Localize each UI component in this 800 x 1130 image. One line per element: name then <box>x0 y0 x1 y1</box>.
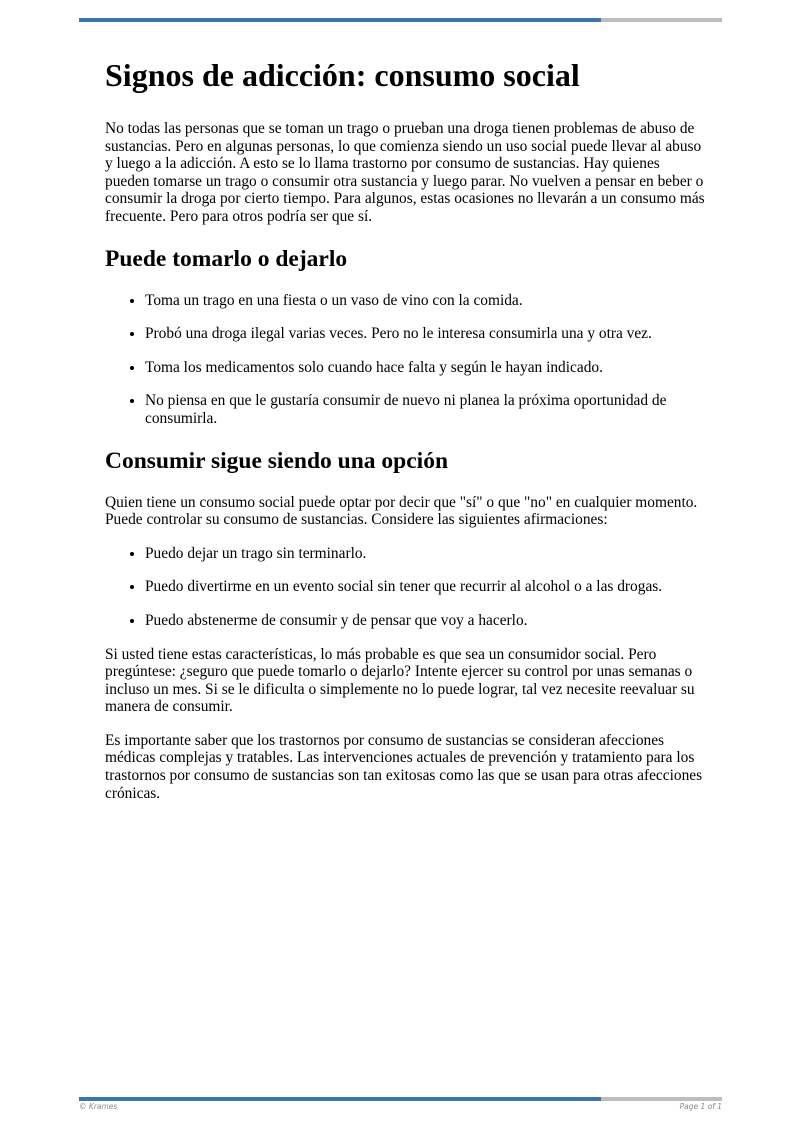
header-rule-gray <box>601 18 722 22</box>
document-body <box>105 52 705 818</box>
page-number: Page 1 of 1 <box>679 1102 722 1111</box>
header-rule <box>79 18 722 22</box>
closing-paragraph: Si usted tiene estas características, lo más probable es que sea un consumidor social. Pero pregúntese: ¿seguro que puede tomarlo o dejarlo? Intente ejercer su control por unas semanas o incluso un mes. Si se le dificulta o simplemente no lo puede lograr, tal vez necesite reevaluar su manera de consumir. <box>105 645 695 716</box>
copyright-text: © Krames <box>79 1102 118 1111</box>
list-item: • Puedo divertirme en un evento social sin tener que recurrir al alcohol o a las drogas. <box>145 578 705 596</box>
intro-paragraph: No todas las personas que se toman un trago o prueban una droga tienen problemas de abuso de sustancias. Pero en algunas personas, lo que comienza siendo un uso social puede llevar al abuso y luego a la adicción. A esto se lo llama trastorno por consumo de sustancias. Hay quienes pueden tomarse un trago o consumir otra sustancia y luego parar. No vuelven a pensar en beber o consumir la droga por cierto tiempo. Para algunos, estas ocasiones no llevarán a un consumo más frecuente. Pero para otros podría ser que sí. <box>105 120 705 225</box>
list-item: • No piensa en que le gustaría consumir de nuevo ni planea la próxima oportunidad de consumirla. <box>145 392 705 427</box>
page-footer <box>79 1102 722 1111</box>
list-item: • Toma un trago en una fiesta o un vaso de vino con la comida. <box>145 292 705 310</box>
section-heading: Puede tomarlo o dejarlo <box>105 245 348 272</box>
list-item: • Probó una droga ilegal varias veces. Pero no le interesa consumirla una y otra vez. <box>145 325 705 343</box>
bullet-list <box>105 292 705 428</box>
bullet-list <box>105 545 705 630</box>
footer-rule-blue <box>79 1097 601 1101</box>
list-item: • Toma los medicamentos solo cuando hace falta y según le hayan indicado. <box>145 359 705 377</box>
header-rule-blue <box>79 18 601 22</box>
list-item: • Puedo dejar un trago sin terminarlo. <box>145 545 705 563</box>
closing-paragraph: Es importante saber que los trastornos por consumo de sustancias se consideran afecciones médicas complejas y tratables. Las intervenciones actuales de prevención y tratamiento para los trastornos por consumo de sustancias son tan exitosas como las que se usan para otras afecciones crónicas. <box>105 731 703 802</box>
footer-rule-gray <box>601 1097 722 1101</box>
page-title: Signos de adicción: consumo social <box>105 57 580 93</box>
list-item: • Puedo abstenerme de consumir y de pensar que voy a hacerlo. <box>145 612 705 630</box>
section-heading: Consumir sigue siendo una opción <box>105 447 449 474</box>
footer-rule <box>79 1097 722 1101</box>
section-paragraph: Quien tiene un consumo social puede optar por decir que "sí" o que "no" en cualquier momento. Puede controlar su consumo de sustancias. Considere las siguientes afirmaciones: <box>105 493 698 529</box>
